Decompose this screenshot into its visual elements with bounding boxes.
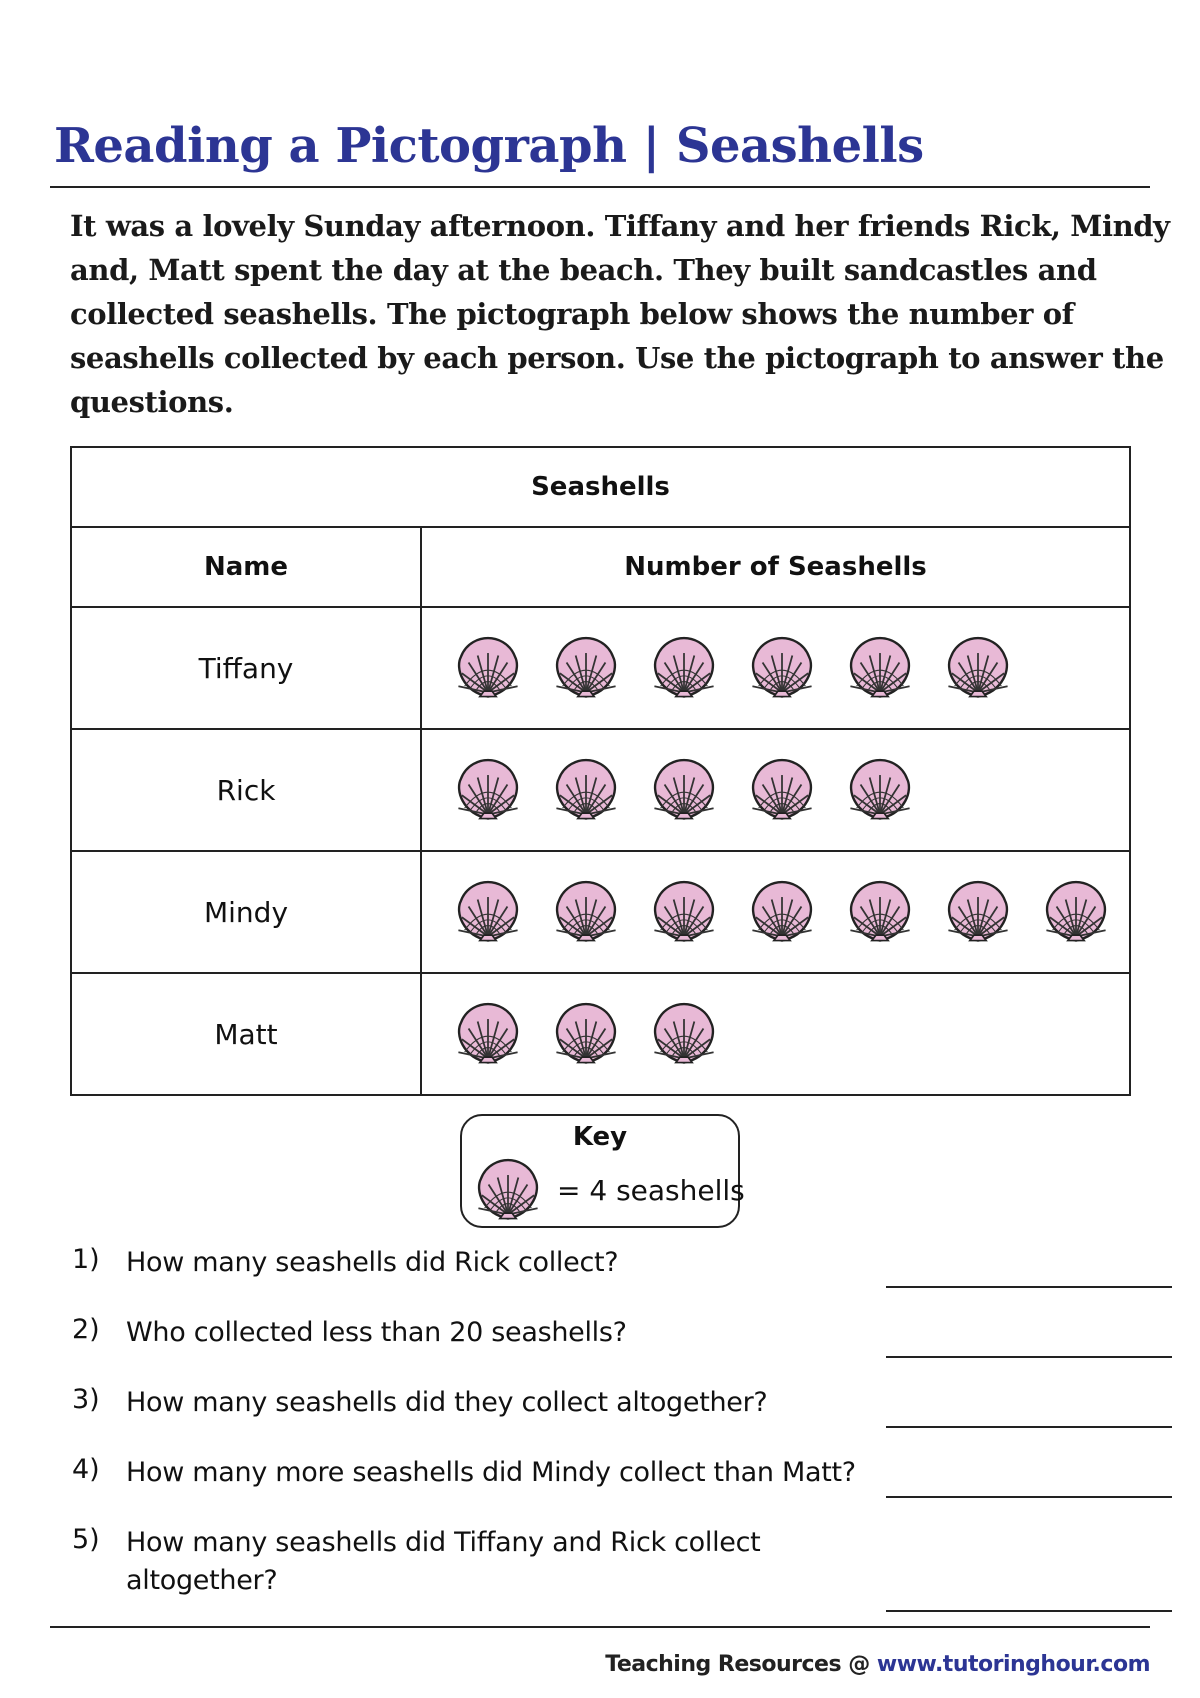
question-text: Who collected less than 20 seashells? [126, 1317, 627, 1348]
seashell-icon [650, 756, 718, 824]
row-name: Matt [71, 973, 421, 1095]
seashell-icon [650, 634, 718, 702]
key-value: = 4 seashells [557, 1174, 745, 1207]
seashell-icon [454, 756, 522, 824]
seashell-icon [650, 878, 718, 946]
question-item [72, 1384, 1172, 1454]
page-title: Reading a Pictograph | Seashells [54, 118, 924, 174]
seashell-icon [552, 878, 620, 946]
question-text: How many more seashells did Mindy collect than Matt? [126, 1457, 856, 1488]
question-number: 2) [72, 1314, 100, 1345]
count-column-header: Number of Seashells [421, 527, 1130, 607]
name-column-header: Name [71, 527, 421, 607]
seashell-icon [1042, 878, 1110, 946]
seashell-icon [944, 634, 1012, 702]
question-text: How many seashells did Rick collect? [126, 1247, 619, 1278]
seashell-icon [846, 634, 914, 702]
answer-line[interactable] [886, 1426, 1172, 1428]
seashell-icon [748, 634, 816, 702]
question-number: 3) [72, 1384, 100, 1415]
row-name: Mindy [71, 851, 421, 973]
seashell-icon [748, 756, 816, 824]
seashell-icon [552, 756, 620, 824]
seashell-icon [748, 878, 816, 946]
seashell-icon [454, 1000, 522, 1068]
seashell-icon [454, 634, 522, 702]
title-divider [50, 186, 1150, 188]
table-row [71, 607, 1130, 729]
footer-label: Teaching Resources @ [605, 1652, 877, 1677]
row-icons [421, 607, 1130, 729]
question-list [72, 1244, 1172, 1624]
pictograph-key [460, 1114, 745, 1228]
seashell-icon [552, 634, 620, 702]
table-caption: Seashells [71, 447, 1130, 527]
answer-line[interactable] [886, 1610, 1172, 1612]
row-icons [421, 973, 1130, 1095]
footer-divider [50, 1626, 1150, 1628]
table-row [71, 851, 1130, 973]
row-icons [421, 729, 1130, 851]
question-item [72, 1314, 1172, 1384]
table-row [71, 973, 1130, 1095]
pictograph-table [70, 446, 1131, 1096]
seashell-icon [454, 878, 522, 946]
question-item [72, 1524, 1172, 1624]
answer-line[interactable] [886, 1286, 1172, 1288]
seashell-icon [552, 1000, 620, 1068]
row-name: Rick [71, 729, 421, 851]
seashell-icon [846, 756, 914, 824]
answer-line[interactable] [886, 1496, 1172, 1498]
answer-line[interactable] [886, 1356, 1172, 1358]
question-number: 1) [72, 1244, 100, 1275]
question-text: How many seashells did they collect altogether? [126, 1387, 768, 1418]
key-title: Key [572, 1122, 628, 1152]
seashell-icon [474, 1156, 542, 1224]
row-icons [421, 851, 1130, 973]
intro-paragraph: It was a lovely Sunday afternoon. Tiffany and her friends Rick, Mindy and, Matt spent the day at the beach. They built sandcastles and collected seashells. The pictograph below shows the number of seashells collected by each person. Use the pictograph to answer the questions. [70, 209, 1170, 419]
footer [605, 1652, 1150, 1677]
row-name: Tiffany [71, 607, 421, 729]
seashell-icon [650, 1000, 718, 1068]
question-item [72, 1454, 1172, 1524]
question-text: How many seashells did Tiffany and Rick collect altogether? [126, 1527, 761, 1596]
question-number: 5) [72, 1524, 100, 1555]
question-item [72, 1244, 1172, 1314]
question-number: 4) [72, 1454, 100, 1485]
seashell-icon [944, 878, 1012, 946]
table-row [71, 729, 1130, 851]
seashell-icon [846, 878, 914, 946]
footer-link[interactable]: www.tutoringhour.com [876, 1652, 1150, 1677]
